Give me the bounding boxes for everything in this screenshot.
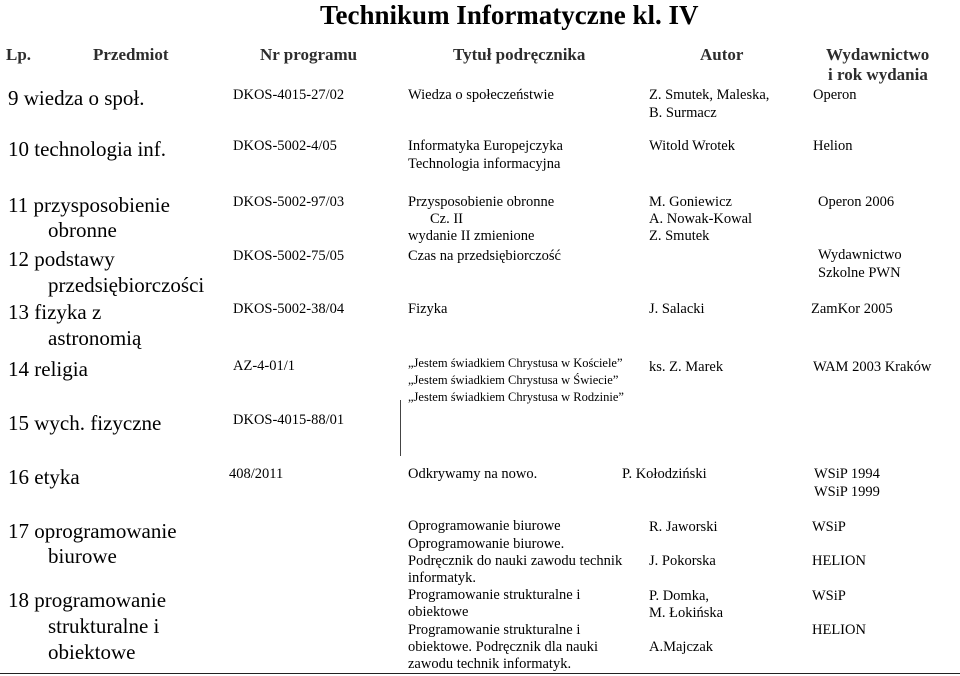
row-9-author-line2: B. Surmacz [649, 105, 717, 121]
row-13-program: DKOS-5002-38/04 [233, 301, 345, 317]
row-18-subject-line3: obiektowe [48, 640, 136, 664]
row-17-author-line2: J. Pokorska [649, 553, 716, 569]
row-13-subject-line1: 13 fizyka z [8, 300, 102, 324]
row-18-book-line3: Programowanie strukturalne i [408, 622, 581, 638]
row-14-program: AZ-4-01/1 [233, 358, 296, 374]
row-10-book-line1: Informatyka Europejczyka [408, 138, 563, 154]
row-15-program: DKOS-4015-88/01 [233, 412, 345, 428]
row-13-publisher: ZamKor 2005 [811, 301, 893, 317]
row-12-publisher-line2: Szkolne PWN [818, 265, 901, 281]
row-11-author-line1: M. Goniewicz [649, 194, 732, 210]
header-subject: Przedmiot [93, 45, 169, 64]
row-17-subject-line1: 17 oprogramowanie [8, 519, 177, 543]
row-9-publisher: Operon [813, 87, 857, 103]
row-11-book-line1: Przysposobienie obronne [408, 194, 555, 210]
row-18-book-line1: Programowanie strukturalne i [408, 587, 581, 603]
header-lp: Lp. [6, 45, 32, 64]
header-author: Autor [700, 45, 744, 64]
row-18-publisher-line1: WSiP [812, 588, 846, 604]
row-16-publisher-line1: WSiP 1994 [814, 466, 880, 482]
row-14-publisher: WAM 2003 Kraków [813, 359, 932, 375]
row-14-author: ks. Z. Marek [649, 359, 724, 375]
row-17-subject-line2: biurowe [48, 544, 117, 568]
row-12-program: DKOS-5002-75/05 [233, 248, 345, 264]
row-9-author-line1: Z. Smutek, Maleska, [649, 87, 770, 103]
row-11-publisher: Operon 2006 [818, 194, 895, 210]
row-17-book-line1: Oprogramowanie biurowe [408, 518, 561, 534]
row-18-author-line3: A.Majczak [649, 639, 714, 655]
row-14-book-line3: „Jestem świadkiem Chrystusa w Rodzinie” [408, 390, 624, 404]
row-13-author: J. Salacki [649, 301, 705, 317]
row-12-subject-line2: przedsiębiorczości [48, 273, 205, 297]
row-18-book-line5: zawodu technik informatyk. [408, 656, 572, 672]
row-17-book-line4: informatyk. [408, 570, 477, 586]
row-11-book-line3: wydanie II zmienione [408, 228, 535, 244]
row-9-subject: 9 wiedza o społ. [8, 86, 145, 110]
row-11-author-line3: Z. Smutek [649, 228, 710, 244]
table-bottom-divider [0, 673, 960, 674]
row-9-program: DKOS-4015-27/02 [233, 87, 345, 103]
row-14-book-line2: „Jestem świadkiem Chrystusa w Świecie” [408, 373, 619, 387]
row-16-author: P. Kołodziński [622, 466, 707, 482]
row-11-subject-line1: 11 przysposobienie [8, 193, 170, 217]
row-15-subject: 15 wych. fizyczne [8, 411, 162, 435]
row-17-publisher-line1: WSiP [812, 519, 846, 535]
header-program: Nr programu [260, 45, 358, 64]
header-book: Tytuł podręcznika [453, 45, 586, 64]
row-14-subject: 14 religia [8, 357, 88, 381]
row-18-publisher-line2: HELION [812, 622, 866, 638]
row-13-subject-line2: astronomią [48, 326, 142, 350]
row-13-book: Fizyka [408, 301, 448, 317]
row-17-author-line1: R. Jaworski [649, 519, 718, 535]
row-10-author: Witold Wrotek [649, 138, 735, 154]
row-12-publisher-line1: Wydawnictwo [818, 247, 902, 263]
row-12-subject-line1: 12 podstawy [8, 247, 115, 271]
row-11-program: DKOS-5002-97/03 [233, 194, 345, 210]
row-10-subject: 10 technologia inf. [8, 137, 167, 161]
row-18-author-line2: M. Łokińska [649, 605, 724, 621]
row-11-author-line2: A. Nowak-Kowal [649, 211, 753, 227]
row-17-publisher-line2: HELION [812, 553, 866, 569]
header-publisher-line1: Wydawnictwo [826, 45, 930, 64]
row-18-author-line1: P. Domka, [649, 588, 710, 604]
row-12-book: Czas na przedsiębiorczość [408, 248, 561, 264]
row-18-book-line4: obiektowe. Podręcznik dla nauki [408, 639, 599, 655]
cell-divider [400, 400, 401, 456]
row-18-subject-line1: 18 programowanie [8, 588, 167, 612]
row-16-publisher-line2: WSiP 1999 [814, 484, 880, 500]
row-18-subject-line2: strukturalne i [48, 614, 160, 638]
row-16-subject: 16 etyka [8, 465, 80, 489]
header-publisher-line2: i rok wydania [828, 65, 928, 84]
row-10-program: DKOS-5002-4/05 [233, 138, 337, 154]
row-11-subject-line2: obronne [48, 218, 117, 242]
row-10-book-line2: Technologia informacyjna [408, 156, 561, 172]
row-11-book-line2: Cz. II [430, 211, 464, 227]
row-9-book: Wiedza o społeczeństwie [408, 87, 554, 103]
page-title: Technikum Informatyczne kl. IV [320, 0, 699, 30]
row-17-book-line3: Podręcznik do nauki zawodu technik [408, 553, 623, 569]
row-17-book-line2: Oprogramowanie biurowe. [408, 536, 565, 552]
row-18-book-line2: obiektowe [408, 604, 469, 620]
row-16-book: Odkrywamy na nowo. [408, 466, 538, 482]
row-14-book-line1: „Jestem świadkiem Chrystusa w Kościele” [408, 356, 623, 370]
row-16-program: 408/2011 [229, 466, 284, 482]
row-10-publisher: Helion [813, 138, 853, 154]
